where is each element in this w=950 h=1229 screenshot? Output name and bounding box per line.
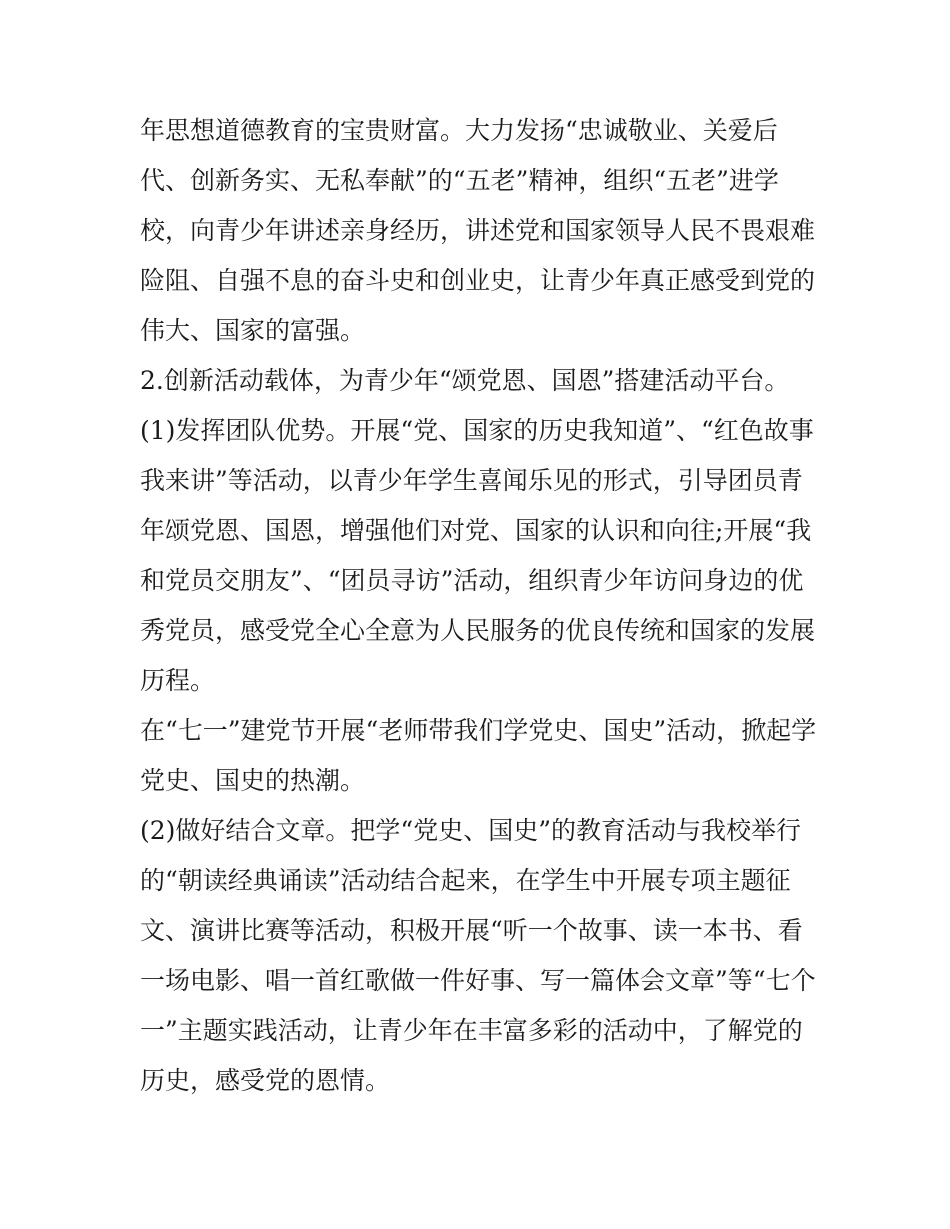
text-line: 一场电影、唱一首红歌做一件好事、写一篇体会文章”等“七个 [140, 966, 816, 995]
text-line: 我来讲”等活动，以青少年学生喜闻乐见的形式，引导团员青 [140, 466, 803, 495]
text-line: 伟大、国家的富强。 [140, 316, 366, 345]
text-line: (2)做好结合文章。把学“党史、国史”的教育活动与我校举行 [140, 816, 801, 845]
text-line: 在“七一”建党节开展“老师带我们学党史、国史”活动，掀起学 [140, 716, 817, 745]
section-heading: 2.创新活动载体，为青少年“颂党恩、国恩”搭建活动平台。 [140, 366, 790, 395]
text-line: 的“朝读经典诵读”活动结合起来，在学生中开展专项主题征 [140, 866, 791, 895]
text-line: 校，向青少年讲述亲身经历，讲述党和国家领导人民不畏艰难 [140, 216, 816, 245]
text-line: 历程。 [140, 666, 216, 695]
text-line: 险阻、自强不息的奋斗史和创业史，让青少年真正感受到党的 [140, 266, 816, 295]
text-line: 党史、国史的热潮。 [140, 766, 366, 795]
text-line: 文、演讲比赛等活动，积极开展“听一个故事、读一本书、看 [140, 916, 803, 945]
text-line: 一”主题实践活动，让青少年在丰富多彩的活动中，了解党的 [140, 1016, 803, 1045]
text-line: 年颂党恩、国恩，增强他们对党、国家的认识和向往;开展“我 [140, 516, 812, 545]
text-line: (1)发挥团队优势。开展“党、国家的历史我知道”、“红色故事 [140, 416, 814, 445]
text-line: 历史，感受党的恩情。 [140, 1066, 391, 1095]
text-line: 和党员交朋友”、“团员寻访”活动，组织青少年访问身边的优 [140, 566, 804, 595]
text-line: 秀党员，感受党全心全意为人民服务的优良传统和国家的发展 [140, 616, 816, 645]
text-line: 年思想道德教育的宝贵财富。大力发扬“忠诚敬业、关爱后 [140, 116, 778, 145]
text-line: 代、创新务实、无私奉献”的“五老”精神，组织“五老”进学 [140, 166, 779, 195]
document-body [140, 106, 820, 1106]
